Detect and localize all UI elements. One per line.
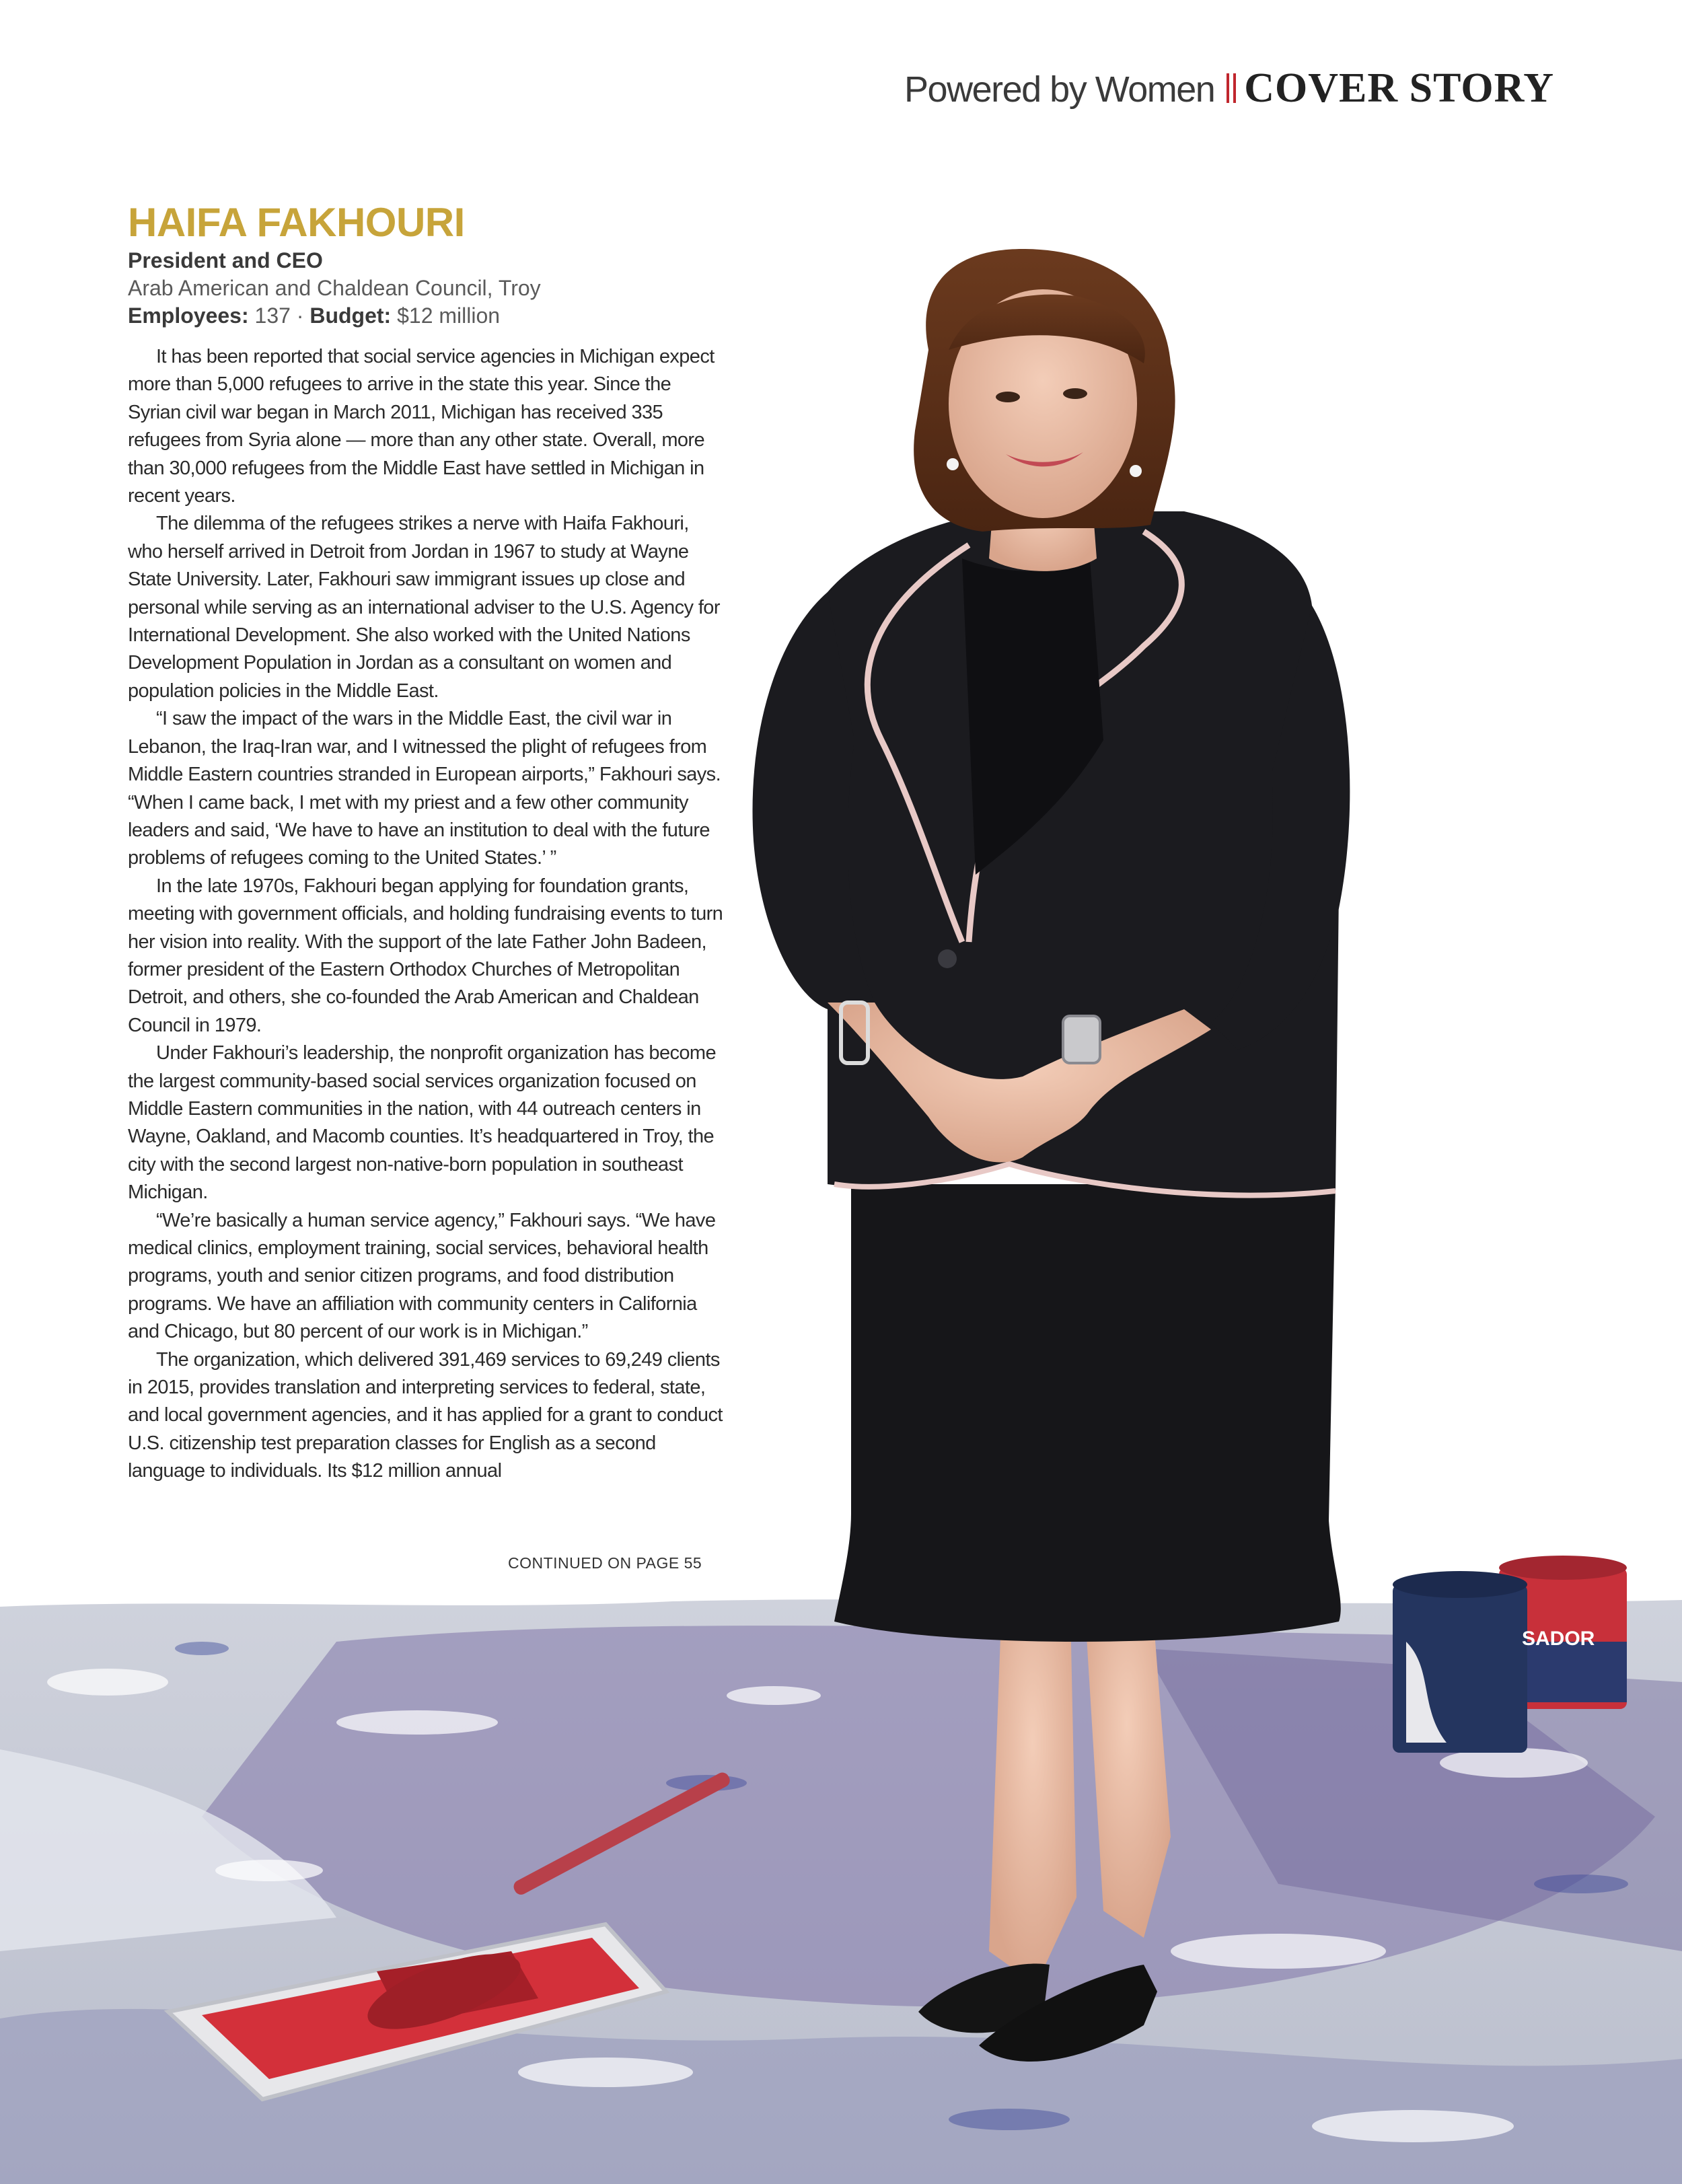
article-paragraph: Under Fakhouri’s leadership, the nonprofit organization has become the largest community-based social services organization focused on Middle Eastern communities in the nation, with 44 outreach centers in Wayne, Oakland, and Macomb counties. It’s headquartered in Troy, the city with the second largest non-native-born population in southeast Michigan.	[128, 1042, 717, 1204]
profile-facts	[128, 302, 733, 330]
article-paragraph: It has been reported that social service agencies in Michigan expect more than 5,000 refugees to arrive in the state this year. Since the Syrian civil war began in March 2011, Michigan has received 335 refugees from Syria alone — more than any other state. Overall, more than 30,000 refugees from the Middle East have settled in Michigan in recent years.	[128, 346, 715, 507]
budget-value: $12 million	[397, 303, 501, 328]
article-paragraph: In the late 1970s, Fakhouri began applying for foundation grants, meeting with government officials, and holding fundraising events to turn her vision into reality. With the support of the late Father John Badeen, former president of the Eastern Orthodox Churches of Metropolitan Detroit, and others, she co-founded the Arab American and Chaldean Council in 1979.	[128, 875, 723, 1036]
employees-value: 137	[254, 303, 291, 328]
paint-can-label: SADOR	[1522, 1628, 1595, 1650]
header-divider	[1227, 73, 1236, 103]
profile-organization: Arab American and Chaldean Council, Troy	[128, 276, 541, 300]
article-paragraph: “I saw the impact of the wars in the Middle East, the civil war in Lebanon, the Iraq-Iran war, and I witnessed the plight of refugees from Middle Eastern countries stranded in European airports,” Fakhouri says. “When I came back, I met with my priest and a few other community leaders and said, ‘We have to have an institution to deal with the future problems of refugees coming to the United States.’ ”	[128, 708, 721, 869]
employees-label: Employees:	[128, 303, 249, 328]
cover-story-label: COVER STORY	[1244, 65, 1554, 111]
budget-label: Budget:	[309, 303, 392, 328]
profile-block	[128, 198, 733, 330]
article-body	[128, 343, 723, 1486]
facts-separator: ·	[296, 303, 304, 328]
section-title: Powered by Women	[904, 69, 1215, 110]
article-paragraph: “We’re basically a human service agency,” Fakhouri says. “We have medical clinics, employment training, social services, behavioral health programs, youth and senior citizen programs, and food distribution programs. We have an affiliation with community centers in California and Chicago, but 80 percent of our work is in Michigan.”	[128, 1209, 716, 1343]
running-header	[904, 65, 1554, 112]
article-paragraph: The dilemma of the refugees strikes a nerve with Haifa Fakhouri, who herself arrived in Detroit from Jordan in 1967 to study at Wayne State University. Later, Fakhouri saw immigrant issues up close and personal while serving as an international adviser to the U.S. Agency for International Development. She also worked with the United Nations Development Population in Jordan as a consultant on women and population policies in the Middle East.	[128, 513, 720, 702]
article-paragraph: The organization, which delivered 391,469 services to 69,249 clients in 2015, provides translation and interpreting services to federal, state, and local government agencies, and it has applied for a grant to conduct U.S. citizenship test preparation classes for English as a second language to individuals. Its $12 million annual	[128, 1348, 723, 1482]
continued-link[interactable]: CONTINUED ON PAGE 55	[508, 1554, 702, 1572]
profile-title: President and CEO	[128, 248, 323, 272]
profile-name: HAIFA FAKHOURI	[128, 200, 465, 245]
